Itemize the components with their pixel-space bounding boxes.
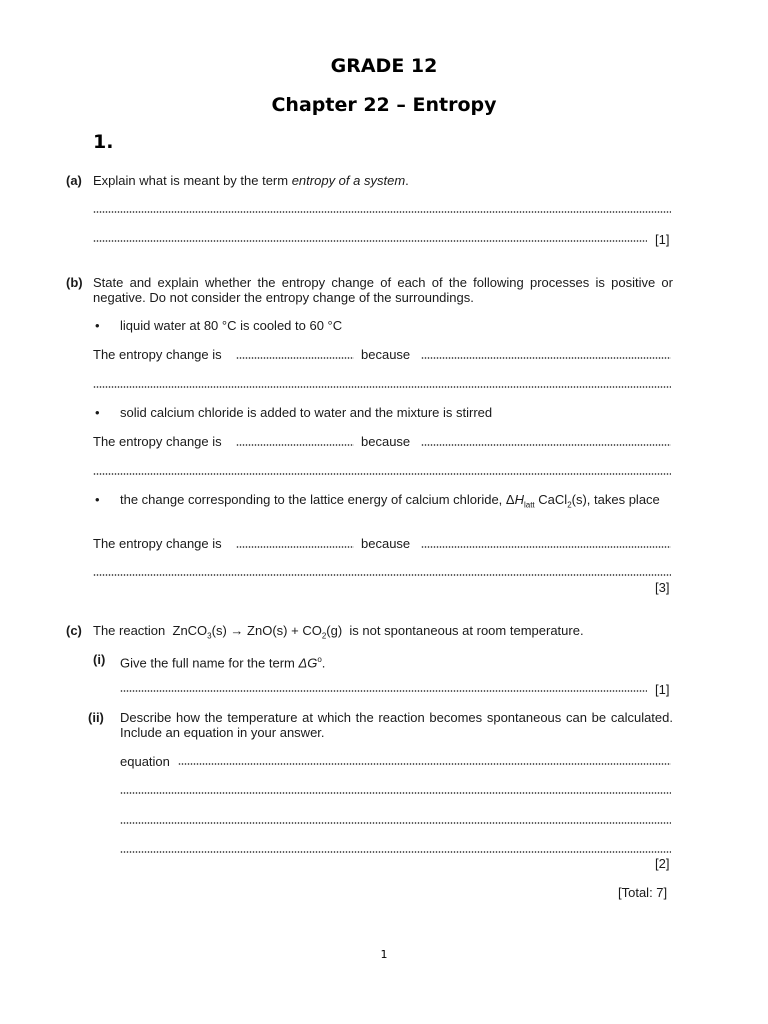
plus-sign: + xyxy=(291,623,299,638)
answer-line[interactable] xyxy=(178,763,671,765)
bullet-3-text xyxy=(120,492,673,513)
answer-because: because xyxy=(361,347,411,362)
part-b-question: State and explain whether the entropy change of each of the following processes is positive or negative. Do not consider the entropy change of the surroundings. xyxy=(93,275,673,305)
reactant-subscript: 3 xyxy=(207,631,212,641)
part-b-mark: [3] xyxy=(655,580,670,595)
bullet-1-text: liquid water at 80 °C is cooled to 60 °C xyxy=(120,318,343,333)
product-2-subscript: 2 xyxy=(321,631,327,641)
bullet-marker: • xyxy=(95,492,100,507)
product-2-state: (g) xyxy=(326,623,343,638)
part-c-text-start: The reaction xyxy=(93,623,166,638)
bullet-3-text-end: (s), takes place xyxy=(571,492,660,507)
gibbs-symbol: ΔG xyxy=(298,655,318,671)
reactant-state: (s) xyxy=(211,623,227,638)
bullet-marker: • xyxy=(95,405,100,420)
answer-prefix: The entropy change is xyxy=(93,347,222,362)
part-c-i-text-start: Give the full name for the term xyxy=(120,655,299,671)
answer-line[interactable] xyxy=(236,546,354,548)
product-1: ZnO(s) xyxy=(247,623,288,638)
answer-prefix: The entropy change is xyxy=(93,434,222,449)
part-c-i-mark: [1] xyxy=(655,682,670,697)
part-c-ii-label: (ii) xyxy=(88,710,104,725)
part-a-text-start: Explain what is meant by the term xyxy=(93,173,292,188)
page-number: 1 xyxy=(380,948,388,961)
part-c-question xyxy=(93,623,584,644)
answer-line[interactable] xyxy=(236,444,354,446)
part-c-text-end: is not spontaneous at room temperature. xyxy=(349,623,584,638)
answer-because: because xyxy=(361,434,411,449)
answer-prefix: The entropy change is xyxy=(93,536,222,551)
answer-line[interactable] xyxy=(120,792,671,794)
answer-line[interactable] xyxy=(93,574,671,576)
reactant-formula: ZnCO xyxy=(172,623,208,638)
delta-symbol: Δ xyxy=(505,492,515,507)
standard-superscript: o xyxy=(317,655,322,664)
equation-label: equation xyxy=(120,754,170,769)
question-number: 1. xyxy=(93,131,114,153)
answer-line[interactable] xyxy=(120,822,671,824)
total-marks: [Total: 7] xyxy=(618,885,668,900)
answer-line[interactable] xyxy=(93,386,671,388)
answer-line[interactable] xyxy=(93,473,671,475)
product-2-formula: CO xyxy=(302,623,322,638)
part-c-i-text-end: . xyxy=(321,655,326,671)
part-b-label: (b) xyxy=(66,275,83,290)
lattice-subscript: latt xyxy=(523,500,535,510)
answer-line[interactable] xyxy=(93,211,671,213)
answer-line[interactable] xyxy=(93,240,647,242)
bullet-2-text: solid calcium chloride is added to water and the mixture is stirred xyxy=(120,405,493,420)
reaction-arrow: → xyxy=(230,623,244,638)
answer-line[interactable] xyxy=(421,357,671,359)
enthalpy-symbol: H xyxy=(514,492,524,507)
document-grade-heading: GRADE 12 xyxy=(330,55,438,77)
part-a-term: entropy of a system xyxy=(291,173,406,188)
part-a-question xyxy=(93,173,409,188)
formula-subscript: 2 xyxy=(567,500,572,510)
answer-line[interactable] xyxy=(120,690,647,692)
answer-line[interactable] xyxy=(421,444,671,446)
bullet-3-text-start: the change corresponding to the lattice energy of calcium chloride, xyxy=(120,492,506,507)
calcium-chloride-formula: CaCl xyxy=(538,492,568,507)
part-c-label: (c) xyxy=(66,623,82,638)
answer-line[interactable] xyxy=(421,546,671,548)
bullet-marker: • xyxy=(95,318,100,333)
part-c-ii-mark: [2] xyxy=(655,856,670,871)
part-a-label: (a) xyxy=(66,173,82,188)
part-c-ii-question: Describe how the temperature at which the reaction becomes spontaneous can be calculated. Include an equation in your answer. xyxy=(120,710,673,740)
part-a-mark: [1] xyxy=(655,232,670,247)
part-c-i-label: (i) xyxy=(93,652,106,667)
part-c-i-question xyxy=(120,652,325,670)
chapter-title: Chapter 22 – Entropy xyxy=(271,94,497,116)
answer-line[interactable] xyxy=(120,851,671,853)
answer-because: because xyxy=(361,536,411,551)
answer-line[interactable] xyxy=(236,357,354,359)
part-a-text-end: . xyxy=(405,173,409,188)
